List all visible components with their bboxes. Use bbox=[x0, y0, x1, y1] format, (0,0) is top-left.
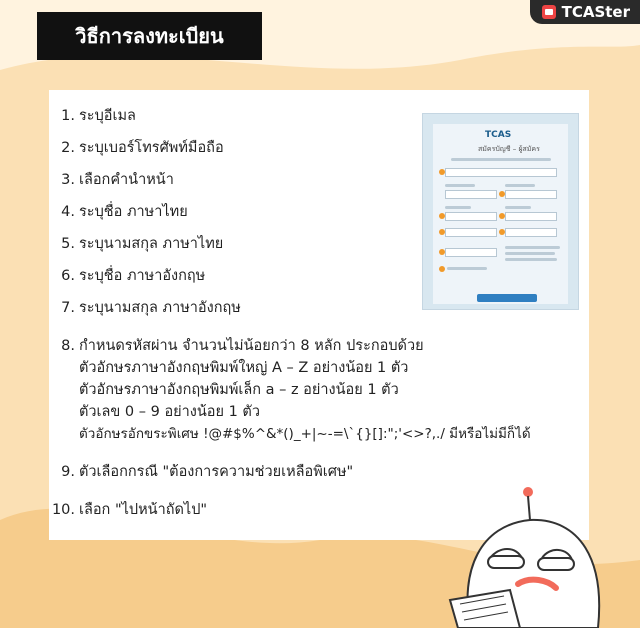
brand-name: TCASter bbox=[561, 3, 630, 21]
step-8: 8. กำหนดรหัสผ่าน จำนวนไม่น้อยกว่า 8 หลัก ประกอบด้วย bbox=[61, 338, 424, 354]
step-9: 9. ตัวเลือกกรณี "ต้องการความช่วยเหลือพิเศษ" bbox=[61, 464, 354, 480]
step-4: 4. ระบุชื่อ ภาษาไทย bbox=[61, 204, 188, 220]
next-page-button[interactable] bbox=[477, 294, 537, 302]
page-title: วิธีการลงทะเบียน bbox=[37, 12, 262, 60]
step-8-detail: ตัวเลข 0 – 9 อย่างน้อย 1 ตัว bbox=[79, 404, 260, 420]
step-3: 3. เลือกคำนำหน้า bbox=[61, 172, 174, 188]
step-6: 6. ระบุชื่อ ภาษาอังกฤษ bbox=[61, 268, 206, 284]
step-7: 7. ระบุนามสกุล ภาษาอังกฤษ bbox=[61, 300, 241, 316]
step-2: 2. ระบุเบอร์โทรศัพท์มือถือ bbox=[61, 140, 224, 156]
step-1: 1. ระบุอีเมล bbox=[61, 108, 136, 124]
step-8-detail: ตัวอักษรภาษาอังกฤษพิมพ์เล็ก a – z อย่างน้อย 1 ตัว bbox=[79, 382, 399, 398]
step-5: 5. ระบุนามสกุล ภาษาไทย bbox=[61, 236, 224, 252]
instruction-card bbox=[49, 90, 589, 540]
screenshot-brand: TCAS bbox=[485, 130, 512, 140]
step-8-detail: ตัวอักษรอักขระพิเศษ !@#$%^&*()_+|~-=\`{}[]:";'<>?,./ มีหรือไม่มีก็ได้ bbox=[79, 426, 531, 442]
screenshot-subtitle: สมัครบัญชี – ผู้สมัคร bbox=[478, 145, 540, 153]
mascot-illustration bbox=[430, 480, 640, 628]
brand-logo bbox=[530, 0, 640, 24]
tcaster-logo-icon bbox=[542, 5, 556, 19]
form-panel bbox=[433, 124, 568, 304]
registration-screenshot bbox=[422, 113, 579, 310]
step-8-detail: ตัวอักษรภาษาอังกฤษพิมพ์ใหญ่ A – Z อย่างน้อย 1 ตัว bbox=[79, 360, 409, 376]
step-10: 10. เลือก "ไปหน้าถัดไป" bbox=[51, 502, 208, 518]
